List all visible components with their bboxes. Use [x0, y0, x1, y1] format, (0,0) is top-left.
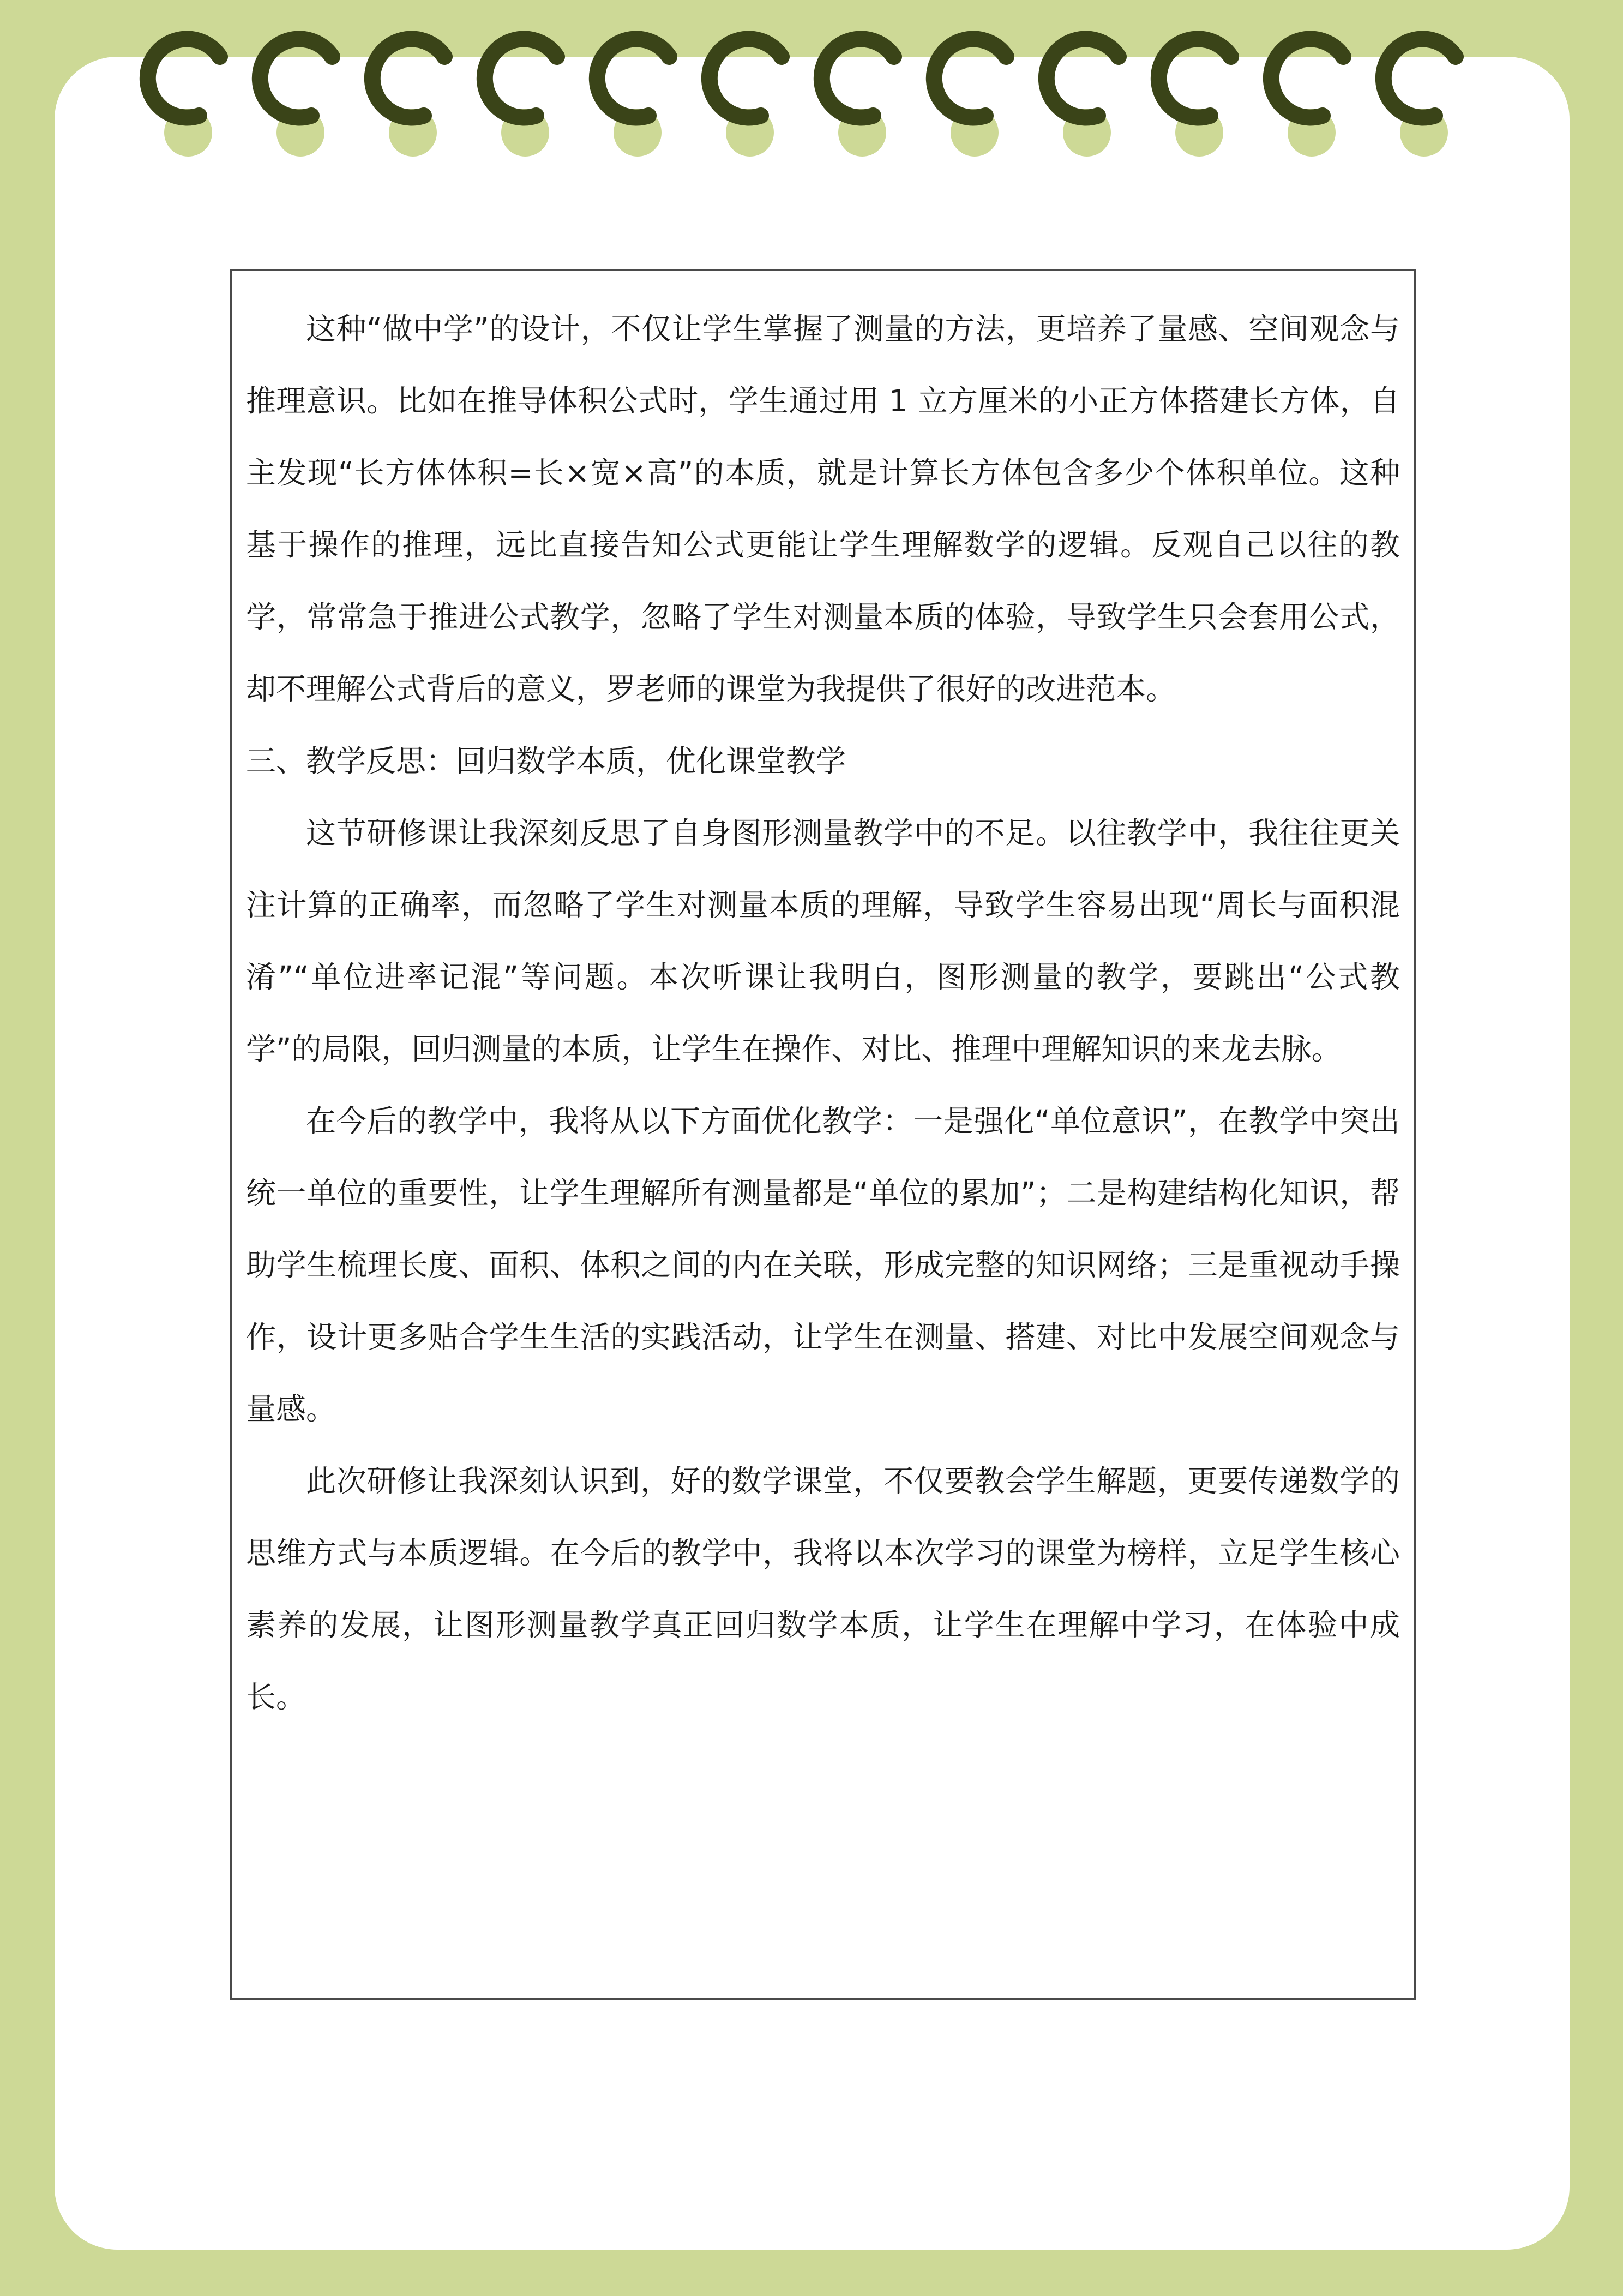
body-paragraph: 这节研修课让我深刻反思了自身图形测量教学中的不足。以往教学中，我往往更关注计算的正确率，而忽略了学生对测量本质的理解，导致学生容易出现“周长与面积混淆”“单位进率记混”等问题。本次听课让我明白，图形测量的教学，要跳出“公式教学”的局限，回归测量的本质，让学生在操作、对比、推理中理解知识的来龙去脉。: [246, 816, 1400, 1066]
section-heading: 三、教学反思：回归数学本质，优化课堂教学: [246, 744, 846, 778]
text-frame: [230, 269, 1416, 2000]
body-paragraph: 此次研修让我深刻认识到，好的数学课堂，不仅要教会学生解题，更要传递数学的思维方式与本质逻辑。在今后的教学中，我将以本次学习的课堂为榜样，立足学生核心素养的发展，让图形测量教学真正回归数学本质，让学生在理解中学习，在体验中成长。: [246, 1464, 1400, 1714]
body-paragraph: 这种“做中学”的设计，不仅让学生掌握了测量的方法，更培养了量感、空间观念与推理意识。比如在推导体积公式时，学生通过用 1 立方厘米的小正方体搭建长方体，自主发现“长方体体积=长×宽×高”的本质，就是计算长方体包含多少个体积单位。这种基于操作的推理，远比直接告知公式更能让学生理解数学的逻辑。反观自己以往的教学，常常急于推进公式教学，忽略了学生对测量本质的体验，导致学生只会套用公式，却不理解公式背后的意义，罗老师的课堂为我提供了很好的改进范本。: [246, 311, 1400, 706]
body-paragraph: 在今后的教学中，我将从以下方面优化教学：一是强化“单位意识”，在教学中突出统一单位的重要性，让学生理解所有测量都是“单位的累加”；二是构建结构化知识，帮助学生梳理长度、面积、体积之间的内在关联，形成完整的知识网络；三是重视动手操作，设计更多贴合学生生活的实践活动，让学生在测量、搭建、对比中发展空间观念与量感。: [246, 1104, 1400, 1426]
